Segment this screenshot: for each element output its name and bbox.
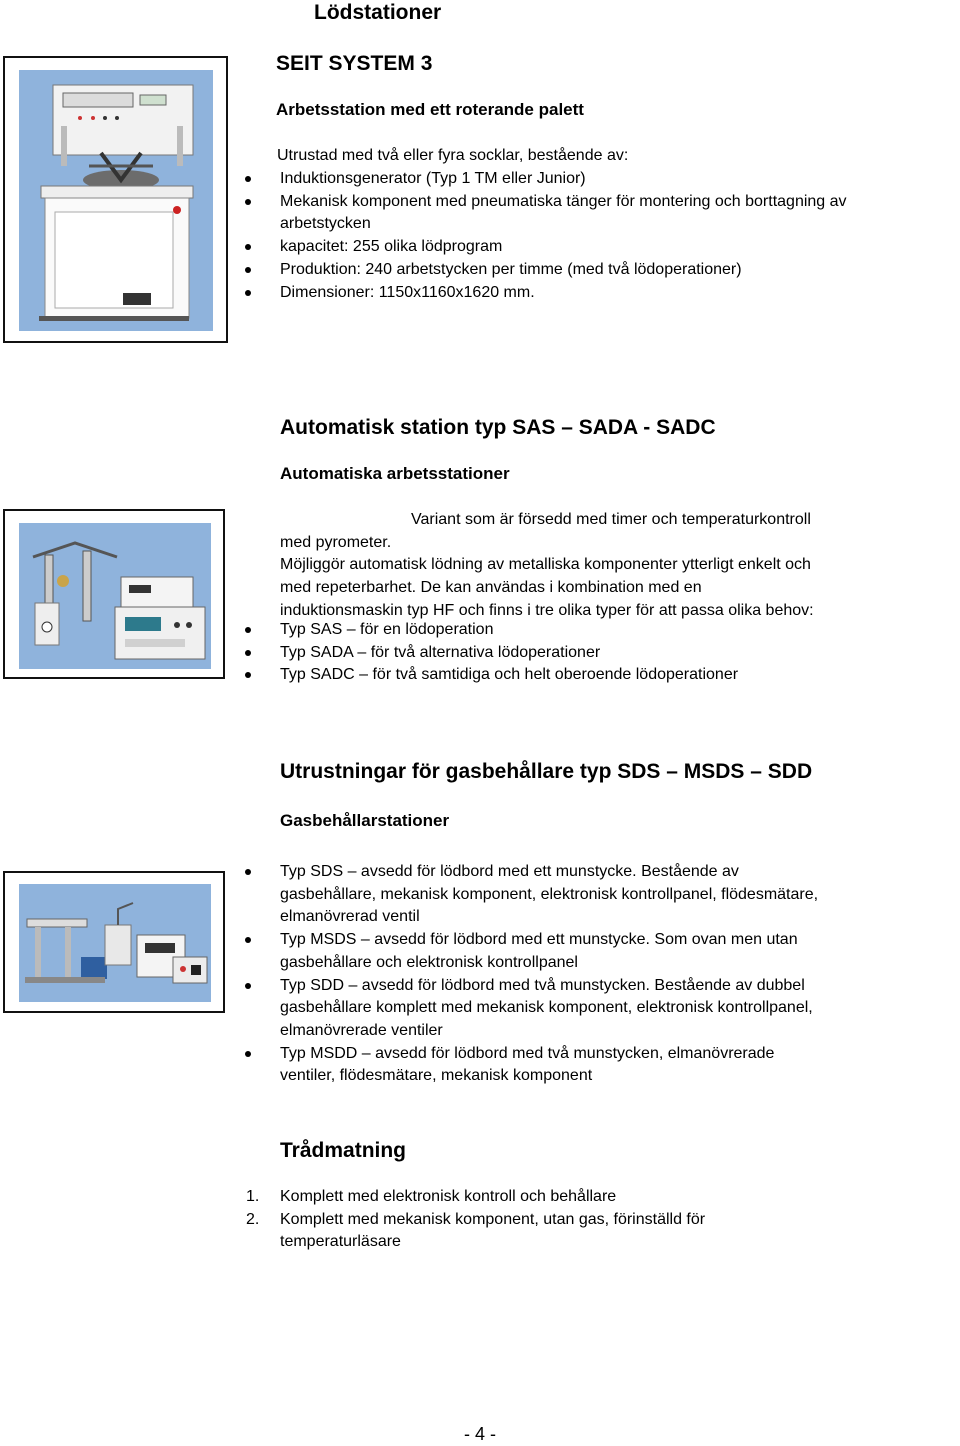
- item-number: 2.: [246, 1210, 260, 1228]
- page-number: - 4 -: [463, 1424, 496, 1444]
- list-item: Typ MSDS – avsedd för lödbord med ett munstycke. Som ovan men utan gasbehållare och elektronisk kontrollpanel: [280, 929, 940, 974]
- bullet-icon: [245, 176, 251, 182]
- seit-feature-list: [280, 168, 960, 304]
- seit-intro: Utrustad med två eller fyra socklar, bestående av:: [277, 147, 629, 164]
- bullet-icon: [245, 983, 251, 989]
- bullet-icon: [245, 937, 251, 943]
- list-item: Typ MSDD – avsedd för lödbord med två munstycken, elmanövrerade ventiler, flödesmätare, mekanisk komponent: [280, 1043, 940, 1088]
- sas-subtitle: Automatiska arbetsstationer: [280, 464, 510, 483]
- item-number: 1.: [246, 1188, 260, 1205]
- sds-station-photo: [3, 871, 225, 1013]
- list-item: Dimensioner: 1150x1160x1620 mm.: [280, 282, 960, 305]
- sds-subtitle: Gasbehållarstationer: [280, 811, 450, 830]
- sas-station-photo: [3, 509, 225, 679]
- bullet-icon: [245, 869, 251, 875]
- bullet-icon: [245, 267, 251, 273]
- sds-title: Utrustningar för gasbehållare typ SDS – MSDS – SDD: [280, 760, 813, 783]
- list-item: kapacitet: 255 olika lödprogram: [280, 236, 960, 259]
- bullet-icon: [245, 627, 251, 633]
- wire-feed-list: [246, 1186, 940, 1254]
- sas-type-list: [280, 619, 940, 687]
- list-item: 2. Komplett med mekanisk komponent, utan gas, förinställd för temperaturläsare: [246, 1210, 706, 1251]
- bullet-icon: [245, 199, 251, 205]
- sas-title: Automatisk station typ SAS – SADA - SADC: [280, 416, 716, 439]
- list-item: Produktion: 240 arbetstycken per timme (med två lödoperationer): [280, 259, 960, 282]
- list-item: Typ SADA – för två alternativa lödoperationer: [280, 642, 940, 665]
- seit-subtitle: Arbetsstation med ett roterande palett: [276, 100, 584, 119]
- list-item: 1. Komplett med elektronisk kontroll och behållare: [280, 1186, 940, 1209]
- list-item: Typ SADC – för två samtidiga och helt oberoende lödoperationer: [280, 664, 940, 687]
- bullet-icon: [245, 1051, 251, 1057]
- sas-description: Variant som är försedd med timer och temperaturkontroll med pyrometer. Möjliggör automatisk lödning av metalliska komponenter ytterligt enkelt och med repeterbarhet. De kan användas i kombination med en induktionsmaskin typ HF och finns i tre olika typer för att passa olika behov:: [280, 511, 814, 619]
- list-item: Typ SAS – för en lödoperation: [280, 619, 940, 642]
- page-title: Lödstationer: [314, 1, 442, 24]
- list-item: Typ SDD – avsedd för lödbord med två munstycken. Bestående av dubbel gasbehållare komplett med mekanisk komponent, elektronisk kontrollpanel, elmanövrerade ventiler: [280, 975, 940, 1043]
- sds-type-list: [280, 861, 940, 1088]
- seit-system-photo: [3, 56, 228, 343]
- list-item: Induktionsgenerator (Typ 1 TM eller Junior): [280, 168, 960, 191]
- bullet-icon: [245, 244, 251, 250]
- list-item: Mekanisk komponent med pneumatiska tänger för montering och borttagning av arbetstycken: [280, 191, 960, 236]
- bullet-icon: [245, 650, 251, 656]
- bullet-icon: [245, 290, 251, 296]
- wire-feed-title: Trådmatning: [280, 1139, 407, 1162]
- bullet-icon: [245, 672, 251, 678]
- seit-title: SEIT SYSTEM 3: [276, 52, 433, 75]
- list-item: Typ SDS – avsedd för lödbord med ett munstycke. Bestående av gasbehållare, mekanisk komponent, elektronisk kontrollpanel, flödesmätare, elmanövrerad ventil: [280, 861, 940, 929]
